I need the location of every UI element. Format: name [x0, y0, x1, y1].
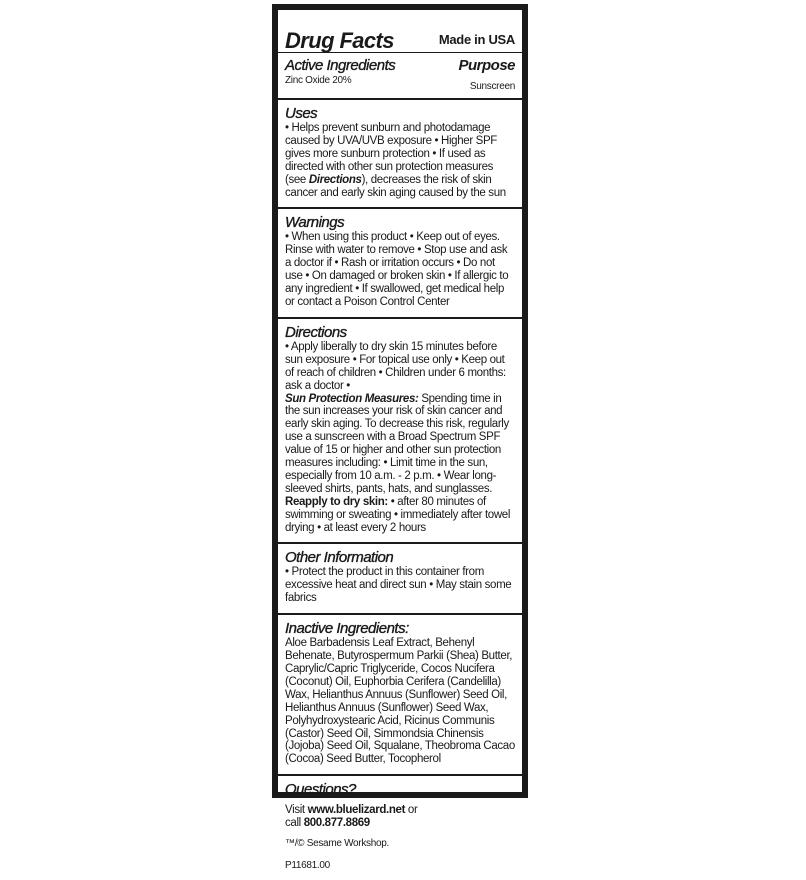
directions-section: [285, 319, 515, 543]
directions-heading: Directions: [285, 323, 347, 341]
drug-facts-label: [272, 4, 528, 872]
inactive-ingredients-heading: Inactive Ingredients:: [285, 620, 409, 638]
questions-heading: Questions?: [285, 781, 356, 799]
inactive-ingredients-text: Aloe Barbadensis Leaf Extract, Behenyl Behenate, Butyrospermum Parkii (Shea) Butter, Caprylic/Capric Triglyceride, Cocos Nucifera (Coconut) Oil, Euphorbia Cerifera (Candelilla) Wax, Helianthus Annuus (Sunflower) Seed Oil, Helianthus Annuus (Sunflower) Seed Wax, Polyhydroxystearic Acid, Ricinus Communis (Castor) Seed Oil, Simmondsia Chinensis (Jojoba) Seed Oil, Squalane, Theobroma Cacao (Cocoa) Seed Butter, Tocopherol: [285, 637, 515, 766]
active-ingredient-row: [285, 74, 515, 98]
product-code: P11681.00: [285, 860, 330, 872]
trademark-text: ™/© Sesame Workshop.: [285, 838, 390, 850]
active-ingredients-header: [285, 53, 515, 74]
drug-facts-title: Drug Facts: [285, 28, 394, 53]
website-link: www.bluelizard.net: [307, 804, 406, 817]
warnings-heading: Warnings: [285, 214, 345, 232]
questions-text: Visit www.bluelizard.net or call 800.877.8869: [285, 804, 418, 830]
warnings-section: [285, 209, 515, 316]
directions-text: • Apply liberally to dry skin 15 minutes before sun exposure • For topical use only • Keep out of reach of children • Children under 6 months: ask a doctor • Sun Protection Measures: Spending time in the sun increases your risk of skin cancer and early skin aging. To decrease this risk, regularly use a sunscreen with a Broad Spectrum SPF value of 15 or higher and other sun protection measures including: • Limit time in the sun, especially from 10 a.m. - 2 p.m. • Wear long-sleeved shirts, pants, hats, and sunglasses. Reapply to dry skin: • after 80 minutes of swimming or sweating • immediately after towel drying • at least every 2 hours: [285, 340, 511, 534]
warnings-text: • When using this product • Keep out of eyes. Rinse with water to remove • Stop use and ask a doctor if • Rash or irritation occurs • Do not use • On damaged or broken skin • If allergic to any ingredient • If swallowed, get medical help or contact a Poison Control Center: [285, 231, 509, 308]
questions-section: [285, 776, 515, 880]
phone-number: 800.877.8869: [303, 817, 370, 830]
other-information-section: [285, 544, 515, 613]
active-ingredient: Zinc Oxide 20%: [285, 75, 352, 86]
uses-text: • Helps prevent sunburn and photodamage caused by UVA/UVB exposure • Higher SPF gives more sunburn protection • If used as directed with other sun protection measures (see Directions), decreases the risk of skin cancer and early skin aging caused by the sun: [285, 122, 506, 199]
other-information-text: • Protect the product in this container from excessive heat and direct sun • May stain some fabrics: [285, 566, 512, 605]
drug-facts-header: [285, 10, 515, 52]
inactive-ingredients-section: [285, 615, 515, 774]
purpose-heading: Purpose: [458, 57, 515, 74]
purpose-value: Sunscreen: [469, 81, 515, 92]
other-information-heading: Other Information: [285, 549, 394, 567]
active-ingredients-heading: Active Ingredients: [285, 57, 396, 74]
made-in-text: Made in USA: [438, 32, 515, 47]
uses-section: [285, 100, 515, 207]
uses-heading: Uses: [285, 105, 318, 122]
